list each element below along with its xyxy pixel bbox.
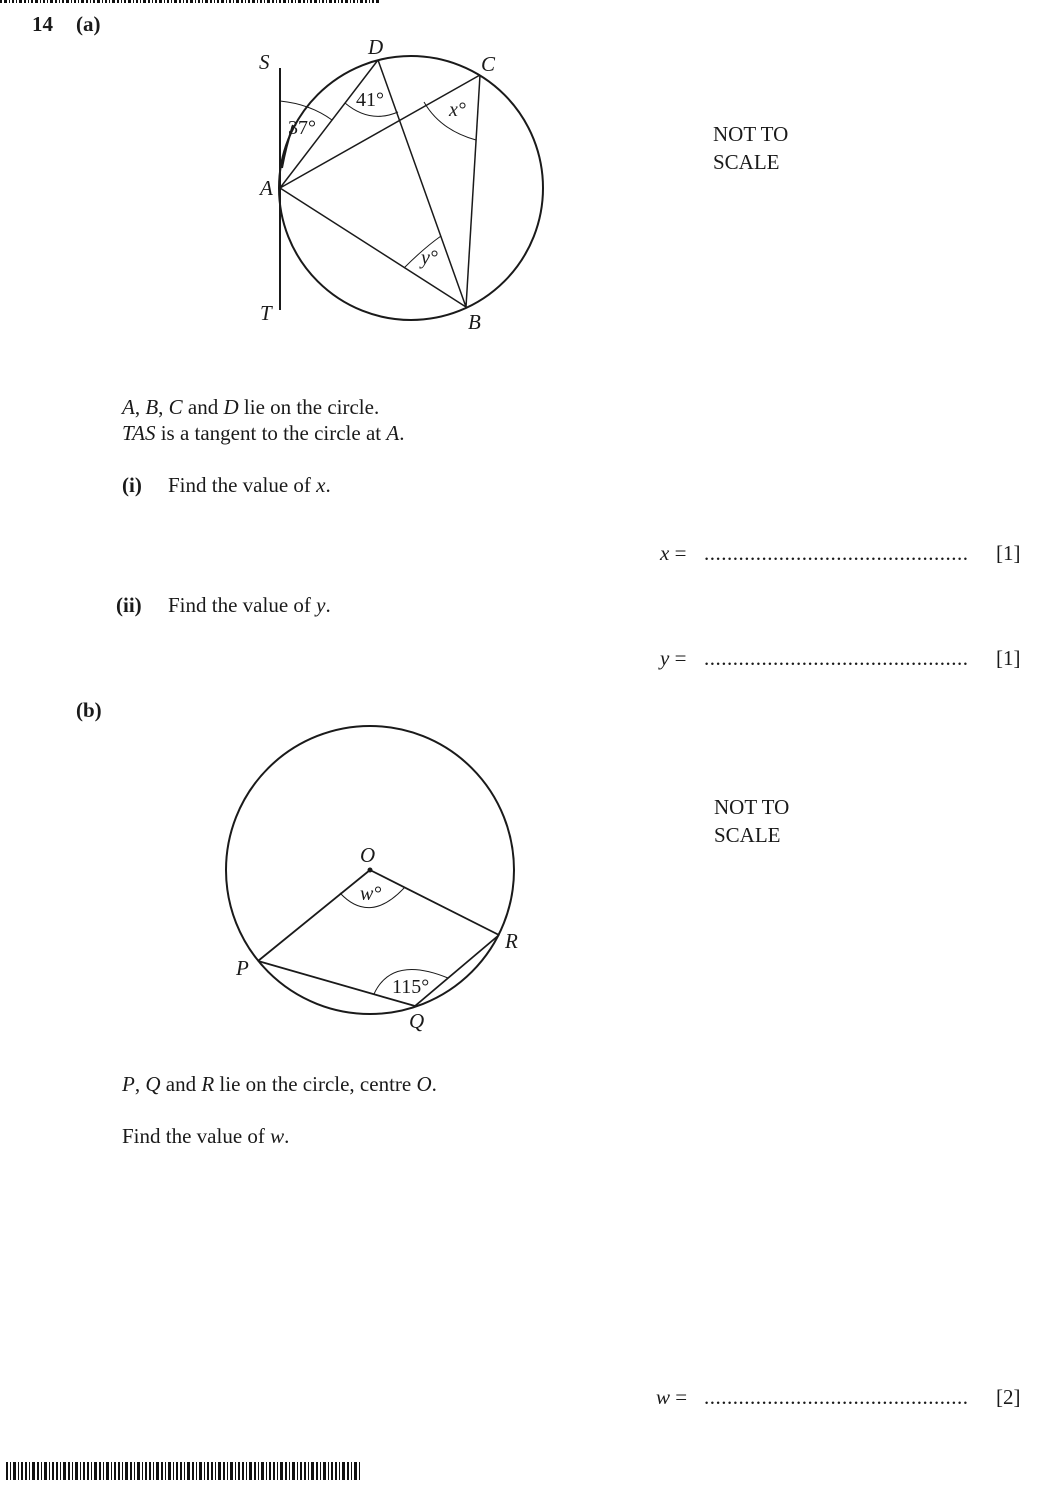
barcode-bar <box>130 1462 132 1480</box>
barcode-bar <box>63 1462 66 1480</box>
barcode-bar <box>304 1462 306 1480</box>
marks-i: [1] <box>996 541 1021 565</box>
answer-y-field[interactable]: .............................................. <box>704 646 969 670</box>
barcode-bar <box>32 1462 35 1480</box>
barcode-bar <box>249 1462 252 1480</box>
barcode-bar <box>322 0 324 3</box>
barcode-bar <box>320 1462 321 1480</box>
barcode-bar <box>171 0 172 3</box>
var-p: P <box>122 1072 135 1096</box>
barcode-bar <box>71 0 72 3</box>
barcode-bar <box>245 0 246 3</box>
barcode-bar <box>365 0 367 3</box>
barcode-bar <box>140 0 141 3</box>
barcode-bar <box>179 0 181 3</box>
circle-a <box>279 56 543 320</box>
barcode-bar <box>50 0 53 3</box>
chord-db <box>378 60 466 307</box>
label-r: R <box>505 929 518 953</box>
angle-label-41: 41° <box>356 89 384 111</box>
barcode-bar <box>323 1462 326 1480</box>
barcode-bar <box>142 1462 143 1480</box>
barcode-bar <box>283 0 286 3</box>
barcode-bar <box>55 0 57 3</box>
barcode-bar <box>66 0 69 3</box>
statement-rest: is a tangent to the circle at <box>155 421 387 445</box>
barcode-bar <box>9 0 10 3</box>
label-b: B <box>468 310 481 334</box>
barcode-bar <box>12 0 14 3</box>
angle-label-x: x° <box>449 99 466 121</box>
not-to-scale-a-line1: NOT TO <box>713 122 789 146</box>
barcode-bar <box>105 0 107 3</box>
barcode-bar <box>10 1462 11 1480</box>
barcode-bar <box>190 0 193 3</box>
barcode-bar <box>272 0 274 3</box>
barcode-bar <box>328 1462 329 1480</box>
barcode-bar <box>264 0 265 3</box>
barcode-bar <box>280 1462 283 1480</box>
barcode-bar <box>159 0 162 3</box>
top-barcode <box>0 0 381 3</box>
barcode-bar <box>167 0 169 3</box>
barcode-bar <box>246 1462 247 1480</box>
barcode-bar <box>31 0 33 3</box>
and-text: and <box>160 1072 202 1096</box>
barcode-bar <box>334 0 336 3</box>
barcode-bar <box>97 0 100 3</box>
equals: = <box>669 541 687 565</box>
barcode-bar <box>207 1462 209 1480</box>
barcode-bar <box>168 1462 171 1480</box>
barcode-bar <box>351 1462 352 1480</box>
barcode-bar <box>52 1462 54 1480</box>
part-ii-label: (ii) <box>116 593 142 617</box>
and-text: and <box>182 395 224 419</box>
barcode-bar <box>75 1462 78 1480</box>
barcode-bar <box>118 1462 120 1480</box>
barcode-bar <box>342 1462 345 1480</box>
barcode-bar <box>143 0 146 3</box>
barcode-bar <box>133 0 134 3</box>
barcode-bar <box>353 0 355 3</box>
barcode-bar <box>210 0 212 3</box>
barcode-bar <box>43 0 45 3</box>
var-x: x <box>316 473 326 497</box>
equals: = <box>669 646 687 670</box>
statement-a-line1 <box>122 394 379 420</box>
barcode-bar <box>125 1462 128 1480</box>
barcode-bar <box>218 1462 221 1480</box>
barcode-bar <box>174 0 177 3</box>
diagram-b <box>220 720 540 1040</box>
var-b: B <box>145 395 159 419</box>
barcode-bar <box>128 0 131 3</box>
barcode-bar <box>106 1462 109 1480</box>
barcode-bar <box>183 0 184 3</box>
var-o: O <box>416 1072 432 1096</box>
barcode-bar <box>4 0 7 3</box>
barcode-bar <box>81 0 84 3</box>
barcode-bar <box>261 1462 264 1480</box>
statement-b <box>122 1071 437 1097</box>
barcode-bar <box>47 0 48 3</box>
barcode-bar <box>230 1462 233 1480</box>
barcode-bar <box>94 1462 97 1480</box>
barcode-bar <box>19 0 22 3</box>
barcode-bar <box>137 1462 140 1480</box>
statement-end: . <box>399 421 405 445</box>
barcode-bar <box>72 1462 73 1480</box>
part-i-label: (i) <box>122 473 142 497</box>
barcode-bar <box>28 0 29 3</box>
var-c: C <box>168 395 183 419</box>
barcode-bar <box>236 0 239 3</box>
question-text: Find the value of <box>168 473 317 497</box>
statement-rest: lie on the circle. <box>238 395 380 419</box>
barcode-bar <box>124 0 126 3</box>
barcode-bar <box>345 0 348 3</box>
barcode-bar <box>156 1462 159 1480</box>
question-b <box>122 1123 289 1149</box>
angle-label-37: 37° <box>288 117 316 139</box>
chord-ab <box>280 188 466 307</box>
barcode-bar <box>117 0 119 3</box>
barcode-bar <box>184 1462 185 1480</box>
barcode-bar <box>109 0 110 3</box>
statement-end: . <box>431 1072 437 1096</box>
barcode-bar <box>311 1462 314 1480</box>
barcode-bar <box>223 1462 225 1480</box>
barcode-bar <box>242 1462 244 1480</box>
barcode-bar <box>202 0 203 3</box>
question-end: . <box>325 593 331 617</box>
barcode-bar <box>291 0 293 3</box>
barcode-bar <box>196 1462 197 1480</box>
barcode-bar <box>360 0 363 3</box>
barcode-bar <box>40 0 41 3</box>
label-a: A <box>260 176 273 200</box>
barcode-bar <box>121 0 122 3</box>
barcode-bar <box>195 0 196 3</box>
barcode-bar <box>205 0 208 3</box>
label-s: S <box>259 50 270 74</box>
angle-label-y: y° <box>421 247 438 269</box>
var-tas: TAS <box>122 421 156 445</box>
barcode-bar <box>56 1462 58 1480</box>
barcode-bar <box>241 0 243 3</box>
barcode-bar <box>229 0 231 3</box>
barcode-bar <box>258 1462 259 1480</box>
barcode-bar <box>91 1462 92 1480</box>
barcode-bar <box>372 0 374 3</box>
marks-b: [2] <box>996 1385 1021 1409</box>
barcode-bar <box>204 1462 205 1480</box>
barcode-bar <box>211 1462 213 1480</box>
barcode-bar <box>217 0 219 3</box>
barcode-bar <box>267 0 270 3</box>
statement-a-line2 <box>122 420 404 446</box>
barcode-bar <box>13 1462 16 1480</box>
radius-or <box>370 870 499 935</box>
barcode-bar <box>359 1462 360 1480</box>
part-i-question <box>168 472 331 498</box>
answer-var-x: x <box>660 541 670 565</box>
centre-point <box>368 868 373 873</box>
label-q: Q <box>409 1009 425 1033</box>
barcode-bar <box>339 1462 340 1480</box>
radius-op <box>258 870 370 961</box>
barcode-bar <box>49 1462 50 1480</box>
barcode-bar <box>87 1462 89 1480</box>
barcode-bar <box>297 1462 298 1480</box>
barcode-bar <box>319 0 320 3</box>
equals: = <box>670 1385 688 1409</box>
answer-var-w: w <box>656 1385 671 1409</box>
barcode-bar <box>298 0 301 3</box>
barcode-bar <box>60 1462 61 1480</box>
barcode-bar <box>145 1462 147 1480</box>
barcode-bar <box>155 0 157 3</box>
barcode-bar <box>21 1462 23 1480</box>
part-b-label: (b) <box>76 698 102 722</box>
barcode-bar <box>292 1462 295 1480</box>
barcode-bar <box>136 0 138 3</box>
label-t: T <box>260 301 272 325</box>
var-q: Q <box>145 1072 161 1096</box>
question-end: . <box>284 1124 290 1148</box>
barcode-bar <box>0 0 2 3</box>
statement-rest: lie on the circle, centre <box>214 1072 417 1096</box>
barcode-bar <box>25 1462 27 1480</box>
barcode-bar <box>214 0 215 3</box>
barcode-bar <box>221 0 224 3</box>
barcode-bar <box>266 1462 267 1480</box>
label-c: C <box>481 52 496 76</box>
barcode-bar <box>111 1462 112 1480</box>
barcode-bar <box>68 1462 70 1480</box>
barcode-bar <box>260 0 262 3</box>
part-ii-question <box>168 592 331 618</box>
diagram-a <box>240 30 570 340</box>
barcode-bar <box>310 0 312 3</box>
question-number: 14 <box>32 12 53 36</box>
barcode-bar <box>308 1462 309 1480</box>
barcode-bar <box>329 0 332 3</box>
question-end: . <box>325 473 331 497</box>
barcode-bar <box>376 0 379 3</box>
barcode-bar <box>248 0 250 3</box>
barcode-bar <box>37 1462 39 1480</box>
label-p: P <box>236 956 249 980</box>
answer-x-field[interactable]: .............................................. <box>704 541 969 565</box>
barcode-bar <box>83 1462 85 1480</box>
barcode-bar <box>238 1462 240 1480</box>
barcode-bar <box>276 0 277 3</box>
barcode-bar <box>341 0 343 3</box>
answer-w-field[interactable]: .............................................. <box>704 1385 969 1409</box>
barcode-bar <box>78 0 79 3</box>
barcode-bar <box>161 1462 163 1480</box>
barcode-bar <box>18 1462 19 1480</box>
barcode-bar <box>187 1462 190 1480</box>
barcode-bar <box>62 0 64 3</box>
barcode-bar <box>357 0 358 3</box>
barcode-bar <box>165 1462 166 1480</box>
not-to-scale-b-line2: SCALE <box>714 823 781 847</box>
question-text: Find the value of <box>122 1124 271 1148</box>
barcode-bar <box>180 1462 182 1480</box>
barcode-bar <box>316 1462 318 1480</box>
barcode-bar <box>102 0 103 3</box>
barcode-bar <box>295 0 296 3</box>
var-r: R <box>201 1072 215 1096</box>
answer-w-line <box>656 1384 687 1410</box>
barcode-bar <box>6 1462 8 1480</box>
part-a-label: (a) <box>76 12 101 36</box>
bottom-barcode <box>6 1462 362 1480</box>
barcode-bar <box>16 0 17 3</box>
barcode-bar <box>252 0 255 3</box>
barcode-bar <box>35 0 38 3</box>
barcode-bar <box>59 0 60 3</box>
barcode-bar <box>307 0 308 3</box>
barcode-bar <box>148 0 150 3</box>
barcode-bar <box>74 0 76 3</box>
barcode-bar <box>153 1462 154 1480</box>
barcode-bar <box>199 1462 202 1480</box>
barcode-bar <box>227 1462 228 1480</box>
barcode-bar <box>173 1462 174 1480</box>
barcode-bar <box>288 0 289 3</box>
barcode-bar <box>257 0 258 3</box>
barcode-bar <box>254 1462 256 1480</box>
var-d: D <box>223 395 239 419</box>
barcode-bar <box>99 1462 101 1480</box>
chord-cb <box>466 75 480 307</box>
barcode-bar <box>277 1462 278 1480</box>
barcode-bar <box>93 0 95 3</box>
barcode-bar <box>289 1462 290 1480</box>
barcode-bar <box>326 0 327 3</box>
not-to-scale-b-line1: NOT TO <box>714 795 790 819</box>
sep: , <box>134 1072 146 1096</box>
barcode-bar <box>335 1462 337 1480</box>
var-w: w <box>270 1124 285 1148</box>
barcode-bar <box>347 1462 349 1480</box>
barcode-bar <box>303 0 305 3</box>
barcode-bar <box>279 0 281 3</box>
barcode-bar <box>86 0 88 3</box>
barcode-bar <box>103 1462 104 1480</box>
barcode-bar <box>314 0 317 3</box>
barcode-bar <box>164 0 165 3</box>
barcode-bar <box>273 1462 275 1480</box>
barcode-bar <box>176 1462 178 1480</box>
answer-x-line <box>660 540 686 566</box>
barcode-bar <box>80 1462 81 1480</box>
barcode-bar <box>235 1462 236 1480</box>
barcode-bar <box>186 0 188 3</box>
var-a: A <box>386 421 400 445</box>
barcode-bar <box>29 1462 30 1480</box>
sep: , <box>158 395 169 419</box>
barcode-bar <box>350 0 351 3</box>
barcode-bar <box>44 1462 47 1480</box>
barcode-bar <box>90 0 91 3</box>
angle-label-115: 115° <box>392 976 430 998</box>
angle-label-w: w° <box>360 883 382 905</box>
barcode-bar <box>24 0 26 3</box>
barcode-bar <box>112 0 115 3</box>
barcode-bar <box>152 0 153 3</box>
barcode-bar <box>269 1462 271 1480</box>
barcode-bar <box>300 1462 302 1480</box>
barcode-bar <box>285 1462 287 1480</box>
marks-ii: [1] <box>996 646 1021 670</box>
sep: , <box>134 395 146 419</box>
not-to-scale-a-line2: SCALE <box>713 150 780 174</box>
barcode-bar <box>354 1462 357 1480</box>
barcode-bar <box>149 1462 151 1480</box>
barcode-bar <box>114 1462 116 1480</box>
barcode-bar <box>369 0 370 3</box>
barcode-bar <box>134 1462 135 1480</box>
barcode-bar <box>226 0 227 3</box>
barcode-bar <box>233 0 234 3</box>
var-a: A <box>122 395 135 419</box>
barcode-bar <box>122 1462 123 1480</box>
barcode-bar <box>215 1462 216 1480</box>
var-y: y <box>316 593 326 617</box>
answer-var-y: y <box>660 646 670 670</box>
label-o: O <box>360 843 376 867</box>
barcode-bar <box>331 1462 333 1480</box>
answer-y-line <box>660 645 686 671</box>
barcode-bar <box>41 1462 42 1480</box>
barcode-bar <box>338 0 339 3</box>
barcode-bar <box>192 1462 194 1480</box>
label-d: D <box>368 35 384 59</box>
barcode-bar <box>198 0 200 3</box>
question-text: Find the value of <box>168 593 317 617</box>
